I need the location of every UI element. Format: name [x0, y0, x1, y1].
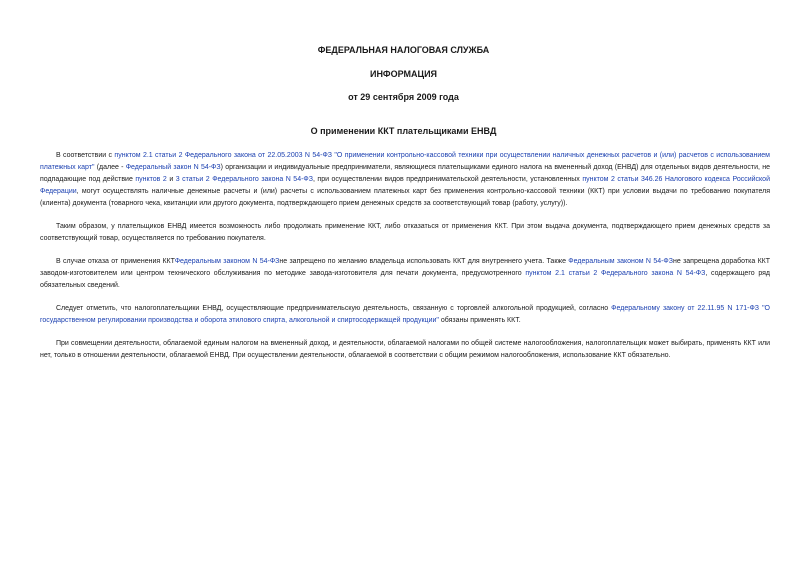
paragraph-text: (далее - [94, 164, 126, 171]
law-reference-link[interactable]: пунктом 2.1 статьи 2 Федерального закона N 54-ФЗ [525, 270, 706, 277]
paragraph-text: В случае отказа от применения ККТ [56, 258, 175, 265]
body-paragraph [40, 303, 770, 327]
paragraph-text: и [166, 176, 176, 183]
paragraph-text: не запрещено по желанию владельца использовать ККТ для внутреннего учета. Также [279, 258, 569, 265]
law-reference-link[interactable]: пунктом 2 статьи 346.26 Налогового кодекса Российской Федерации [40, 176, 770, 195]
law-reference-link[interactable]: Федеральным законом N 54-ФЗ [568, 258, 673, 265]
doc-type-heading: ИНФОРМАЦИЯ [369, 69, 438, 79]
law-reference-link[interactable]: Федеральному закону от 22.11.95 N 171-ФЗ "О государственном регулировании производства и оборота этилового спирта, алкогольной и спиртосодержащей продукции" [40, 305, 770, 324]
paragraph-text: обязаны применять ККТ. [438, 317, 521, 324]
paragraph-text: , содержащего ряд обязательных сведений. [40, 270, 771, 289]
paragraph-text: В соответствии с [56, 152, 115, 159]
document-body [40, 150, 770, 373]
paragraph-text: При совмещении деятельности, облагаемой единым налогом на вмененный доход, и деятельности, облагаемой налогами по общей системе налогообложения, налогоплательщик может выбирать, применять ККТ или нет, только в отношении деятельности, облагаемой ЕНВД. При осуществлении деятельности, облагаемой в соответствии с общим режимом налогообложения, использование ККТ обязательно. [40, 340, 770, 359]
body-paragraph [40, 150, 770, 210]
paragraph-text: ) организации и индивидуальные предприниматели, являющиеся плательщиками единого налога на вмененный доход (ЕНВД) для отдельных видов деятельности, не подпадающие под действие [40, 164, 770, 183]
body-paragraph [40, 221, 770, 245]
paragraph-text: , при осуществлении видов предпринимательской деятельности, установленных [312, 176, 583, 183]
body-paragraph [40, 256, 770, 292]
paragraph-text: не запрещена доработка ККТ заводом-изготовителем или центром технического обслуживания по методике завода-изготовителя для печати документа, предусмотренного [40, 258, 771, 277]
law-reference-link[interactable]: пунктов 2 [135, 176, 167, 183]
paragraph-text: , могут осуществлять наличные денежные расчеты и (или) расчеты с использованием платежных карт без применения контрольно-кассовой техники (ККТ) при условии выдачи по требованию покупателя (клиента) документа (товарного чека, квитанции или другого документа, подтверждающего прием денежных средств за соответствующий товар (работу, услугу)). [40, 188, 770, 207]
law-reference-link[interactable]: пунктом 2.1 статьи 2 Федерального закона от 22.05.2003 N 54-ФЗ "О применении контрольно-кассовой техники при осуществлении наличных денежных расчетов и (или) расчетов с использованием платежных карт" [40, 152, 770, 171]
paragraph-text: Следует отметить, что налогоплательщики ЕНВД, осуществляющие предпринимательскую деятельность, связанную с торговлей алкогольной продукцией, согласно [56, 305, 612, 312]
law-reference-link[interactable]: Федеральным законом N 54-ФЗ [174, 258, 280, 265]
paragraph-text: Таким образом, у плательщиков ЕНВД имеется возможность либо продолжать применение ККТ, либо отказаться от применения ККТ. При этом выдача документа, подтверждающего прием денежных средств за соответствующий товар, осуществляется по требованию покупателя. [40, 223, 770, 242]
body-paragraph [40, 338, 770, 362]
law-reference-link[interactable]: Федеральный закон N 54-ФЗ [125, 164, 221, 171]
doc-title: О применении ККТ плательщиками ЕНВД [310, 126, 497, 136]
agency-heading: ФЕДЕРАЛЬНАЯ НАЛОГОВАЯ СЛУЖБА [317, 45, 490, 55]
law-reference-link[interactable]: 3 статьи 2 Федерального закона N 54-ФЗ [175, 176, 313, 183]
doc-date: от 29 сентября 2009 года [348, 92, 459, 102]
